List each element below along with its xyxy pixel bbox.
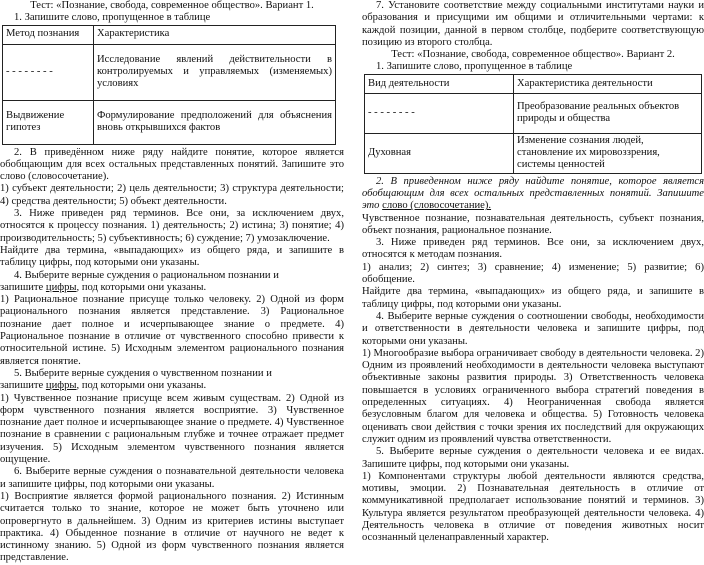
v2-task-5-question: 5. Выберите верные суждения о деятельности человека и ее видах. Запишите цифры, под которыми они указаны. bbox=[362, 446, 704, 470]
table-cell-hypothesis-desc: Формулирование предположений для объяснения вновь открывшихся фактов bbox=[94, 100, 336, 144]
v2-task-2-list: Чувственное познание, познавательная деятельность, субъект познания, объект познания, рациональное познание. bbox=[362, 212, 704, 236]
v2-task-5-options: 1) Компонентами структуры любой деятельности являются средства, мотивы, эмоции. 2) Познавательная деятельность в отличие от коммуникативной предполагает использование понятий и терминов. 3) Культура является результатом преобразующей деятельности человека. 4) Деятельность человека в отличие от поведения животных носит осознанный целенаправленный характер. bbox=[362, 470, 704, 544]
task-3-instruction: Найдите два термина, «выпадающих» из общего ряда, и запишите в таблицу цифры, под которыми они указаны. bbox=[0, 244, 344, 269]
task-5-options: 1) Чувственное познание присуще всем живым существам. 2) Одной из форм чувственного познания является восприятие. 3) Чувственное познание дает полное и исчерпывающее знание о предмете. 4) Чувственное познание в сравнении с рациональным глубже и точнее отражает предмет изучения. 5) Исходным элементом чувственного познания является ощущение. bbox=[0, 392, 344, 466]
task-7-question: 7. Установите соответствие между социальными институтами науки и образования и присущими им общими и отличительными чертами: к каждой позиции, данной в первом столбце, подберите соответствующую позицию из второго столбца. bbox=[362, 0, 704, 48]
table-cell-spiritual: Духовная bbox=[365, 133, 514, 173]
table-header-method: Метод познания bbox=[3, 25, 94, 44]
method-table bbox=[2, 25, 336, 145]
variant-1-column bbox=[0, 0, 344, 565]
task-6-question: 6. Выберите верные суждения о познавательной деятельности человека и запишите цифры, под которыми они указаны. bbox=[0, 466, 344, 490]
task-4-question: 4. Выберите верные суждения о рациональном познании и bbox=[14, 269, 279, 281]
activity-table bbox=[364, 74, 702, 174]
v2-task-3-question: 3. Ниже приведен ряд терминов. Все они, за исключением двух, относятся к методам познания. bbox=[362, 237, 704, 261]
v2-task-3-instruction: Найдите два термина, «выпадающих» из общего ряда, и запишите в таблицу цифры, под которыми они указаны. bbox=[362, 286, 704, 310]
v2-task-4-options: 1) Многообразие выбора ограничивает свободу в деятельности человека. 2) Одним из проявлений необходимости в деятельности человека выступают объективные законы развития природы. 3) Ответственность человека повышается в условиях ограниченного выбора стратегий поведения в определенных ситуациях. 4) Неограниченная свобода является безусловным благом для человека и общества. 5) Готовность человека оценивать свои действия с точки зрения их последствий для окружающих служит одним из проявлений чувства ответственности. bbox=[362, 347, 704, 445]
table-cell-spiritual-desc: Изменение сознания людей, становление их мировоззрения, системы ценностей bbox=[514, 133, 702, 173]
table-cell-experiment: Исследование явлений действительности в контролируемых и управляемых (изменяемых) условиях bbox=[94, 44, 336, 100]
task-5-question: 5. Выберите верные суждения о чувственном познании и bbox=[14, 367, 272, 379]
task-2-list: 1) субъект деятельности; 2) цель деятельности; 3) структура деятельности; 4) средства деятельности; 5) объект деятельности. bbox=[0, 183, 344, 207]
table-header-activity-desc: Характеристика деятельности bbox=[514, 74, 702, 93]
v2-task-4-question: 4. Выберите верные суждения о соотношении свободы, необходимости и ответственности в деятельности человека и запишите цифры, под которыми они указаны. bbox=[362, 310, 704, 347]
task-1-heading: 1. Запишите слово, пропущенное в таблице bbox=[14, 12, 211, 24]
task-2-question: 2. В приведённом ниже ряду найдите понятие, которое является обобщающим для всех остальных представленных понятий. Запишите это слово (словосочетание). bbox=[0, 146, 344, 183]
variant-2-title: Тест: «Познание, свобода, современное общество». Вариант 2. bbox=[391, 49, 675, 61]
task-6-options: 1) Восприятие является формой рационального познания. 2) Истинным считается только то знание, которое не может быть уточнено или опровергнуто в дальнейшем. 3) Одним из критериев истины выступает практика. 4) Обыденное познание в отличие от научного не ведет к истинному знанию. 5) Одной из форм чувственного познания является представление. bbox=[0, 490, 344, 564]
table-header-activity: Вид деятельности bbox=[365, 74, 514, 93]
v2-task-1-heading: 1. Запишите слово, пропущенное в таблице bbox=[376, 61, 573, 73]
v2-task-2-question: 2. В приведенном ниже ряду найдите понятие, которое является обобщающим для всех остальных представленных понятий. Запишите это слово (словосочетание). bbox=[362, 175, 704, 212]
table-cell-missing: - - - - - - - - bbox=[3, 44, 94, 100]
task-3-question: 3. Ниже приведен ряд терминов. Все они, за исключением двух, относятся к процессу познания. 1) деятельность; 2) истина; 3) понятие; 4) производительность; 5) субъективность; 6) суждение; 7) умозаключение. bbox=[0, 208, 344, 244]
table-cell-missing-activity: - - - - - - - - bbox=[365, 93, 514, 133]
table-cell-hypothesis: Выдвижение гипотез bbox=[3, 100, 94, 144]
table-header-characteristic: Характеристика bbox=[94, 25, 336, 44]
variant-2-column bbox=[362, 0, 704, 545]
table-cell-transform: Преобразование реальных объектов природы и общества bbox=[514, 93, 702, 133]
task-5-instruction: запишите цифры, под которыми они указаны. bbox=[0, 380, 207, 392]
task-4-instruction: запишите цифры, под которыми они указаны. bbox=[0, 281, 207, 293]
task-4-options: 1) Рациональное познание присуще только человеку. 2) Одной из форм рационального познания является представление. 3) Рациональное познание дает полное и исчерпывающее знание о предмете. 4) Рациональное познание в отличие от чувственного способно привести к относительной истине. 5) Исходным элементом рационального познания является понятие. bbox=[0, 294, 344, 367]
variant-1-title: Тест: «Познание, свобода, современное общество». Вариант 1. bbox=[30, 0, 314, 11]
v2-task-3-list: 1) анализ; 2) синтез; 3) сравнение; 4) изменение; 5) развитие; 6) обобщение. bbox=[362, 261, 704, 286]
